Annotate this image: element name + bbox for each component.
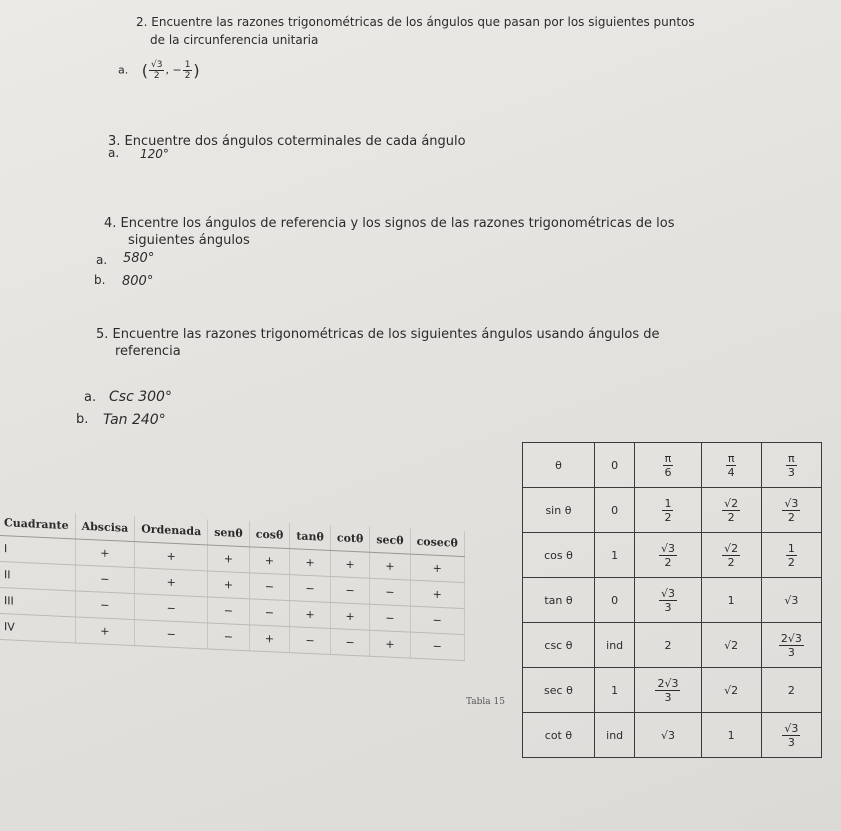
table-cell: − bbox=[249, 599, 290, 627]
function-label: sin θ bbox=[523, 488, 595, 533]
value-cell: $\frac{√3}{3}$ bbox=[635, 578, 701, 623]
angle-pi6-header: $\frac{\pi}{6}$ bbox=[635, 443, 701, 488]
value-cell: $\frac{2√3}{3}$ bbox=[761, 623, 821, 668]
table-cell: − bbox=[330, 629, 369, 657]
value-table-row bbox=[523, 623, 822, 668]
value-cell: $\frac{2√3}{3}$ bbox=[635, 668, 701, 713]
table-cell: + bbox=[410, 554, 464, 582]
q5-item-b-value: Tan 240° bbox=[103, 412, 166, 428]
value-cell: √3 bbox=[761, 578, 821, 623]
q4-item-a-value: 580° bbox=[123, 251, 155, 266]
value-cell: $\frac{√3}{2}$ bbox=[761, 488, 821, 533]
table-cell: − bbox=[290, 575, 331, 603]
table-cell: − bbox=[208, 597, 250, 625]
value-cell: $\frac{√3}{2}$ bbox=[635, 533, 701, 578]
value-cell: $\frac{√3}{3}$ bbox=[761, 713, 821, 758]
table-cell: − bbox=[290, 627, 331, 655]
q3-line1: 3. Encuentre dos ángulos coterminales de cada ángulo bbox=[108, 134, 466, 149]
angle-0-header: 0 bbox=[594, 443, 635, 488]
value-cell: 1 bbox=[701, 578, 761, 623]
value-cell: ind bbox=[594, 713, 635, 758]
value-cell: √2 bbox=[701, 668, 761, 713]
value-cell: 0 bbox=[594, 578, 635, 623]
q2-item-a-label: a. bbox=[118, 63, 129, 77]
value-cell: $\frac{√2}{2}$ bbox=[701, 488, 761, 533]
angle-pi3-header: $\frac{\pi}{3}$ bbox=[761, 443, 821, 488]
value-cell: $\frac{1}{2}$ bbox=[761, 533, 821, 578]
q2-item-a: a. ( $\frac{√3}{2}$ , − $\frac{1}{2}$ ) bbox=[118, 60, 200, 81]
table-cell: + bbox=[330, 603, 369, 631]
table-cell: − bbox=[410, 632, 464, 660]
function-label: sec θ bbox=[523, 668, 595, 713]
sign-table-region bbox=[0, 500, 520, 725]
q4-item-b-label: b. bbox=[94, 273, 106, 287]
table-cell: − bbox=[410, 606, 464, 634]
value-cell: 1 bbox=[594, 668, 635, 713]
theta-header: θ bbox=[523, 443, 595, 488]
q4-line1: 4. Encentre los ángulos de referencia y los signos de las razones trigonométricas de los bbox=[104, 216, 675, 231]
table-cell: − bbox=[370, 604, 410, 632]
q2-x-fraction: $\frac{√3}{2}$ bbox=[151, 60, 163, 81]
table-cell: + bbox=[208, 571, 250, 599]
q5-line2: referencia bbox=[115, 344, 181, 359]
value-cell: 2 bbox=[761, 668, 821, 713]
value-table-row bbox=[523, 533, 822, 578]
value-cell: 0 bbox=[594, 488, 635, 533]
value-table-header-row bbox=[523, 443, 822, 488]
q5-item-b-label: b. bbox=[76, 412, 89, 427]
q2-line2: de la circunferencia unitaria bbox=[150, 33, 319, 47]
value-cell: ind bbox=[594, 623, 635, 668]
value-table-row bbox=[523, 578, 822, 623]
value-cell: $\frac{1}{2}$ bbox=[635, 488, 701, 533]
table-cell: III bbox=[0, 588, 75, 617]
q5-line1: 5. Encuentre las razones trigonométricas de los siguientes ángulos usando ángulos de bbox=[96, 327, 660, 342]
q2-line1: 2. Encuentre las razones trigonométricas de los ángulos que pasan por los siguientes puntos bbox=[136, 15, 695, 29]
q2-separator: , − bbox=[165, 63, 182, 77]
q4-line2: siguientes ángulos bbox=[128, 233, 250, 248]
value-cell: √3 bbox=[635, 713, 701, 758]
q3-item-a-value: 120° bbox=[140, 147, 169, 161]
sign-table-caption: Tabla 15 bbox=[466, 697, 505, 707]
table-cell: + bbox=[135, 568, 208, 597]
table-cell: + bbox=[249, 547, 290, 575]
header-cell: cosecθ bbox=[410, 529, 464, 557]
q5-item-a-label: a. bbox=[84, 390, 97, 405]
table-cell: − bbox=[370, 578, 410, 606]
angle-pi4-header: $\frac{\pi}{4}$ bbox=[701, 443, 761, 488]
function-label: cot θ bbox=[523, 713, 595, 758]
table-cell: + bbox=[75, 539, 135, 568]
table-cell: + bbox=[75, 617, 135, 646]
header-cell: Cuadrante bbox=[0, 510, 75, 539]
q2-y-fraction: $\frac{1}{2}$ bbox=[184, 60, 191, 81]
value-cell: $\frac{√2}{2}$ bbox=[701, 533, 761, 578]
table-cell: + bbox=[208, 545, 250, 573]
table-cell: − bbox=[75, 565, 135, 594]
table-cell: − bbox=[208, 623, 250, 651]
table-cell: II bbox=[0, 562, 75, 591]
table-cell: + bbox=[330, 551, 369, 579]
table-cell: + bbox=[135, 542, 208, 571]
value-cell: 1 bbox=[594, 533, 635, 578]
value-cell: √2 bbox=[701, 623, 761, 668]
value-table-row bbox=[523, 713, 822, 758]
table-cell: + bbox=[370, 630, 410, 658]
table-cell: I bbox=[0, 536, 75, 565]
trig-values-table bbox=[522, 442, 822, 758]
value-cell: 2 bbox=[635, 623, 701, 668]
table-cell: − bbox=[75, 591, 135, 620]
table-cell: IV bbox=[0, 614, 75, 643]
sign-table bbox=[0, 510, 465, 661]
table-cell: + bbox=[290, 601, 331, 629]
value-cell: 1 bbox=[701, 713, 761, 758]
table-cell: − bbox=[249, 573, 290, 601]
q4-item-b-value: 800° bbox=[122, 274, 154, 289]
value-table-row bbox=[523, 488, 822, 533]
q3-item-a-label: a. bbox=[108, 146, 120, 160]
table-cell: + bbox=[290, 549, 331, 577]
table-cell: − bbox=[330, 577, 369, 605]
table-cell: − bbox=[135, 594, 208, 623]
function-label: tan θ bbox=[523, 578, 595, 623]
value-table-row bbox=[523, 668, 822, 713]
header-cell: Abscisa bbox=[75, 513, 135, 541]
table-cell: + bbox=[370, 552, 410, 580]
header-cell: Ordenada bbox=[135, 516, 208, 545]
table-cell: + bbox=[410, 580, 464, 608]
table-cell: + bbox=[249, 625, 290, 653]
header-cell: cosθ bbox=[249, 521, 290, 548]
header-cell: cotθ bbox=[330, 525, 369, 552]
q4-item-a-label: a. bbox=[96, 253, 108, 267]
q5-item-a-value: Csc 300° bbox=[109, 389, 172, 405]
function-label: csc θ bbox=[523, 623, 595, 668]
header-cell: secθ bbox=[370, 527, 410, 554]
function-label: cos θ bbox=[523, 533, 595, 578]
header-cell: senθ bbox=[208, 519, 250, 546]
header-cell: tanθ bbox=[290, 523, 331, 550]
table-cell: − bbox=[135, 620, 208, 649]
